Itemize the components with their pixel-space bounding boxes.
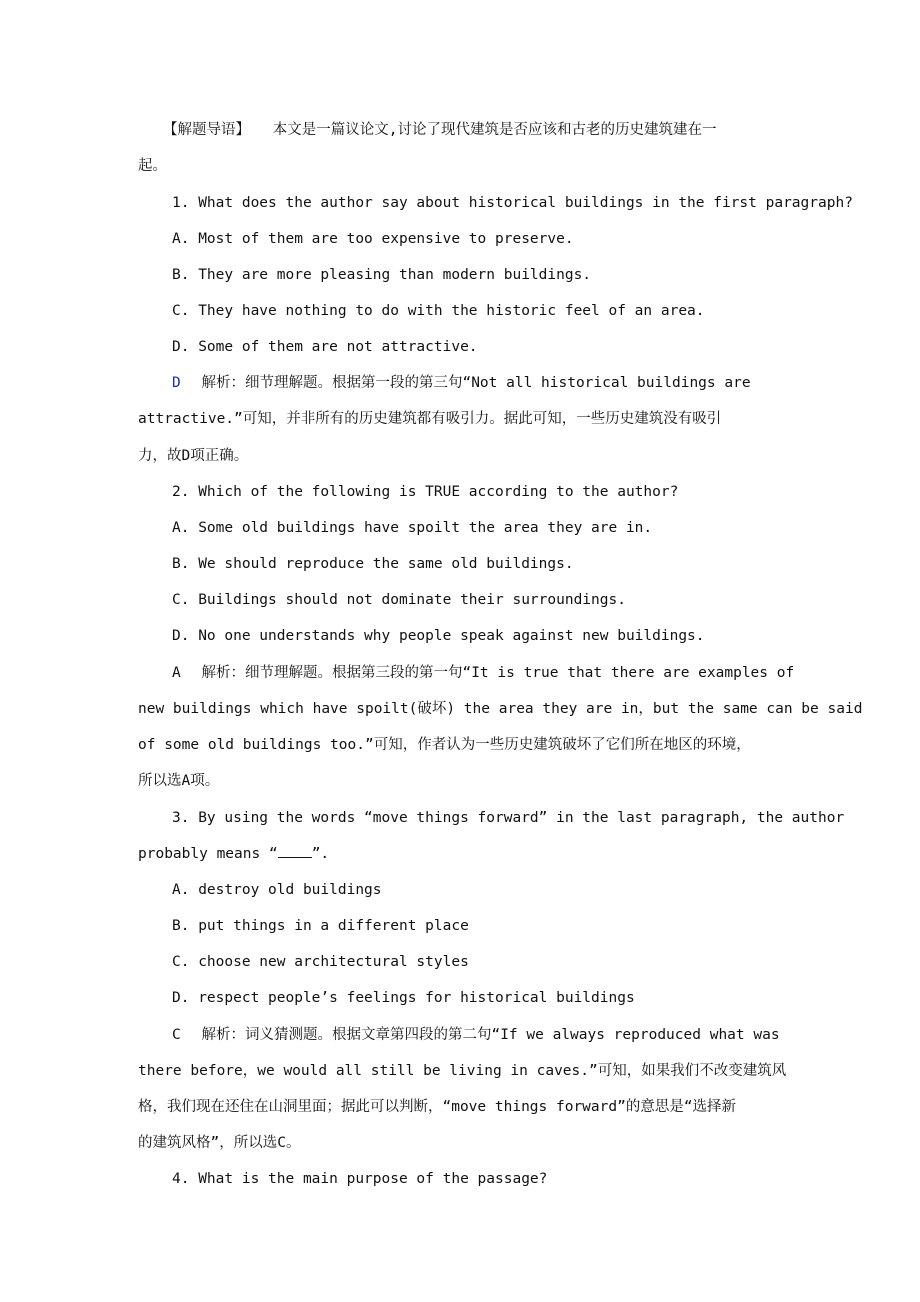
q2-explanation-text-1: 解析：细节理解题。根据第三段的第一句“It is true that there are examples of bbox=[201, 665, 795, 681]
q1-option-c: C. They have nothing to do with the historic feel of an area. bbox=[172, 303, 705, 319]
guide-label: 【解题导语】 bbox=[163, 122, 250, 138]
q1-option-b: B. They are more pleasing than modern buildings. bbox=[172, 267, 592, 283]
q2-option-b: B. We should reproduce the same old buildings. bbox=[172, 556, 574, 572]
q3-option-c: C. choose new architectural styles bbox=[172, 954, 469, 970]
q2-explanation-line-2: new buildings which have spoilt(破坏) the area they are in，but the same can be said bbox=[138, 701, 863, 717]
q3-stem-line-2 bbox=[138, 844, 329, 864]
q3-explanation-text-1: 解析：词义猜测题。根据文章第四段的第二句“If we always reproduced what was bbox=[201, 1027, 780, 1043]
q3-explanation-line-2: there before，we would all still be living in caves.”可知，如果我们不改变建筑风 bbox=[138, 1063, 787, 1079]
q2-option-d: D. No one understands why people speak against new buildings. bbox=[172, 628, 705, 644]
q3-explanation-line-4: 的建筑风格”，所以选C。 bbox=[138, 1135, 301, 1151]
q2-option-a: A. Some old buildings have spoilt the area they are in. bbox=[172, 520, 653, 536]
q3-explanation-line-3: 格，我们现在还住在山洞里面；据此可以判断，“move things forward”的意思是“选择新 bbox=[138, 1099, 737, 1115]
guide-text-1: 本文是一篇议论文,讨论了现代建筑是否应该和古老的历史建筑建在一 bbox=[272, 122, 717, 138]
q3-explanation-line-1 bbox=[172, 1025, 780, 1045]
q3-option-a: A. destroy old buildings bbox=[172, 882, 382, 898]
q1-explanation-line-2: attractive.”可知，并非所有的历史建筑都有吸引力。据此可知，一些历史建筑没有吸引 bbox=[138, 411, 722, 427]
q1-option-a: A. Most of them are too expensive to preserve. bbox=[172, 231, 574, 247]
q3-stem-line-1: 3. By using the words “move things forward” in the last paragraph, the author bbox=[172, 810, 845, 826]
guide-line-1 bbox=[163, 120, 716, 140]
q2-option-c: C. Buildings should not dominate their surroundings. bbox=[172, 592, 626, 608]
guide-line-2: 起。 bbox=[138, 158, 167, 174]
q2-explanation-line-3: of some old buildings too.”可知，作者认为一些历史建筑破坏了它们所在地区的环境， bbox=[138, 737, 751, 753]
q1-explanation-line-1 bbox=[172, 373, 751, 393]
q3-option-d: D. respect people’s feelings for historical buildings bbox=[172, 990, 635, 1006]
q2-explanation-line-1 bbox=[172, 663, 794, 683]
q3-option-b: B. put things in a different place bbox=[172, 918, 469, 934]
q2-explanation-line-4: 所以选A项。 bbox=[138, 773, 220, 789]
q4-stem: 4. What is the main purpose of the passage? bbox=[172, 1171, 548, 1187]
q2-stem: 2. Which of the following is TRUE according to the author? bbox=[172, 484, 679, 500]
q3-stem-suffix: ”. bbox=[311, 846, 330, 862]
q1-option-d: D. Some of them are not attractive. bbox=[172, 339, 478, 355]
q3-stem-prefix: probably means “ bbox=[138, 846, 278, 862]
q3-answer: C bbox=[172, 1027, 181, 1043]
q1-explanation-text-1: 解析：细节理解题。根据第一段的第三句“Not all historical buildings are bbox=[201, 375, 751, 391]
q2-answer: A bbox=[172, 665, 181, 681]
q1-explanation-line-3: 力，故D项正确。 bbox=[138, 448, 249, 464]
q1-stem: 1. What does the author say about historical buildings in the first paragraph? bbox=[172, 195, 853, 211]
q3-blank bbox=[278, 845, 312, 858]
q1-answer: D bbox=[172, 375, 181, 391]
